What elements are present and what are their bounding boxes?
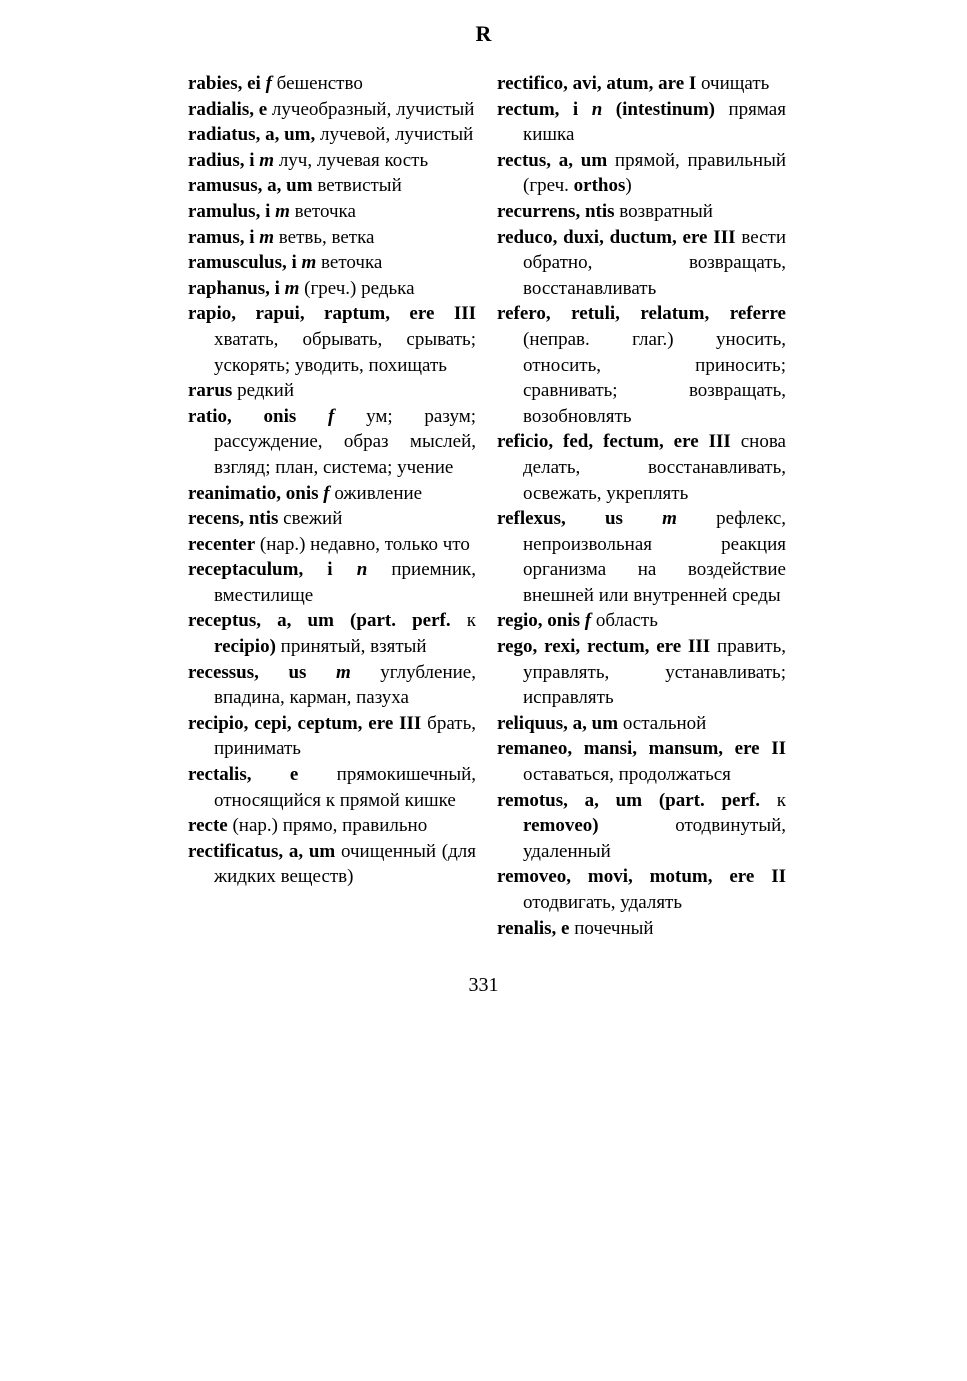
entry-headword: rego, rexi, rectum, ere III [497,636,711,658]
entry-definition: приемник, вместилище [214,559,476,606]
entry-headword: m [259,149,275,171]
entry-headword: reduco, duxi, ductum, ere III [497,226,736,248]
entry-definition: прямокишечный, относящийся к прямой кишке [214,764,476,811]
dictionary-entry [497,301,786,429]
page-number: 331 [468,974,499,996]
entry-headword: remotus, a, um (part. perf. [497,789,760,811]
dictionary-entry [497,71,786,97]
entry-headword: m [259,226,275,248]
entry-definition: (греч.) редька [299,277,415,299]
dictionary-entry [188,660,476,711]
dictionary-entry [497,199,786,225]
entry-definition: оставаться, продолжаться [523,764,731,786]
entry-headword: rabies, ei [188,73,266,94]
entry-headword: reanimatio, onis [188,482,324,504]
entry-headword: ramulus, i [188,200,276,222]
entry-definition: веточка [316,252,383,274]
entry-headword: reficio, fed, fectum, ere III [497,431,731,453]
entry-headword: radialis, e [188,98,268,120]
entry-headword: reliquus, a, um [497,712,619,734]
entry-headword: m [284,277,300,299]
entry-headword: renalis, e [497,917,570,939]
dictionary-column-right [497,71,786,941]
entry-definition: рефлекс, непроизвольная реакция организма на воздействие внешней или внутренней среды [523,508,787,606]
entry-definition: луч, лучевая кость [274,149,429,171]
dictionary-entry [497,429,786,506]
entry-headword: receptaculum, i [188,559,357,581]
dictionary-entry [188,71,476,97]
dictionary-entry [497,864,786,915]
entry-headword: rectus, a, um [497,149,608,171]
entry-definition: веточка [289,200,356,222]
entry-headword: rectum, i [497,98,592,120]
dictionary-entry [497,736,786,787]
entry-headword: removeo) [523,815,599,837]
entry-headword: recurrens, ntis [497,200,615,222]
entry-headword: recipio, cepi, ceptum, ere III [188,712,422,734]
entry-headword: f [265,73,272,94]
dictionary-entry [497,788,786,865]
entry-headword: reflexus, us [497,508,663,530]
entry-headword: ramus, i [188,226,260,248]
dictionary-entry [188,813,476,839]
dictionary-entry [497,97,786,148]
dictionary-entry [188,506,476,532]
entry-headword: radius, i [188,149,260,171]
dictionary-entry [188,301,476,378]
dictionary-entry [497,506,786,608]
entry-headword: radiatus, a, um, [188,124,316,146]
entry-headword: recens, ntis [188,508,279,530]
dictionary-entry [188,532,476,558]
entry-definition: ветвистый [312,175,402,197]
entry-headword: recipio) [214,636,276,658]
entry-definition: снова делать, восстанавливать, освежать, укреплять [523,431,786,504]
entry-definition: возвратный [614,200,713,222]
entry-headword: f [323,482,330,504]
entry-headword: ratio, onis [188,405,329,427]
entry-headword: refero, retuli, relatum, referre [497,303,786,325]
entry-definition: принятый, взятый [275,636,427,658]
dictionary-entry [497,916,786,942]
dictionary-entry [497,634,786,711]
entry-definition: к [450,610,476,632]
entry-definition: ) [625,175,632,197]
dictionary-entry [188,276,476,302]
entry-headword: recte [188,815,228,837]
entry-definition: прямой, правильный (греч. [523,149,787,197]
entry-headword: f [584,610,592,632]
entry-headword: rectifico, avi, atum, are I [497,73,697,94]
entry-headword: rectalis, e [188,764,299,786]
entry-definition: почечный [569,917,654,939]
entry-definition: отодвинутый, удаленный [523,815,786,862]
entry-definition: очищать [696,73,770,94]
dictionary-entry [188,762,476,813]
entry-definition: свежий [278,508,343,530]
entry-headword: receptus, a, um (part. perf. [188,610,451,632]
entry-headword: recessus, us [188,661,336,683]
entry-definition: редкий [232,380,294,402]
entry-definition: очищенный (для жидких веществ) [214,840,476,888]
entry-headword: ramusculus, i [188,252,302,274]
entry-definition: отодвигать, удалять [523,892,683,913]
entry-headword: m [301,252,317,274]
dictionary-entry [188,173,476,199]
dictionary-entry [188,199,476,225]
entry-headword: n [591,98,603,120]
entry-headword: n [356,559,368,581]
dictionary-entry [188,608,476,659]
entry-headword: orthos [573,175,626,197]
dictionary-entry [188,378,476,404]
dictionary-entry [188,404,476,481]
entry-definition: углубление, впадина, карман, пазуха [214,661,476,709]
entry-definition: вести обратно, возвращать, восстанавливать [523,226,786,299]
entry-headword: ramusus, a, um [188,175,313,197]
entry-headword: rarus [188,380,233,402]
entry-definition: прямая кишка [523,98,786,146]
dictionary-entry [497,608,786,634]
dictionary-column-left [188,71,476,890]
entry-headword: recenter [188,533,256,555]
entry-headword: rapio, rapui, raptum, ere III [188,303,476,325]
dictionary-entry [188,839,476,890]
entry-headword: m [275,200,290,222]
entry-definition: оживление [329,482,423,504]
entry-headword: f [328,405,335,427]
entry-headword: (intestinum) [602,98,715,120]
dictionary-entry [188,148,476,174]
dictionary-entry [188,122,476,148]
dictionary-entry [188,225,476,251]
page-header-letter: R [475,21,492,46]
entry-definition: бешенство [271,73,363,94]
entry-definition: брать, принимать [214,712,477,760]
entry-headword: m [662,508,677,530]
entry-headword: m [335,661,351,683]
entry-headword: rectificatus, a, um [188,840,336,862]
entry-definition: остальной [618,712,707,734]
dictionary-entry [188,481,476,507]
dictionary-entry [188,250,476,276]
entry-definition: хватать, обрывать, срывать; ускорять; уводить, похищать [214,328,476,376]
entry-headword: regio, onis [497,610,585,632]
entry-definition: лучевой, лучистый [315,124,474,146]
entry-definition: к [760,789,786,811]
entry-headword: raphanus, i [188,277,285,299]
entry-definition: (неправ. глаг.) уносить, относить, приносить; сравнивать; возвращать, возобновлять [523,328,786,427]
entry-headword: remaneo, mansi, mansum, ere II [497,738,786,760]
dictionary-entry [188,557,476,608]
entry-definition: править, управлять, устанавливать; исправлять [523,636,786,709]
dictionary-entry [497,711,786,737]
dictionary-entry [188,711,476,762]
entry-definition: лучеобразный, лучистый [267,98,475,120]
entry-definition: ветвь, ветка [274,226,375,248]
dictionary-entry [497,148,786,199]
entry-definition: (нар.) прямо, правильно [227,815,428,837]
dictionary-entry [188,97,476,123]
entry-definition: (нар.) недавно, только что [255,533,470,555]
entry-headword: removeo, movi, motum, ere II [497,866,786,888]
dictionary-entry [497,225,786,302]
entry-definition: ум; разум; рассуждение, образ мыслей, взгляд; план, система; учение [214,405,476,478]
entry-definition: область [591,610,658,632]
